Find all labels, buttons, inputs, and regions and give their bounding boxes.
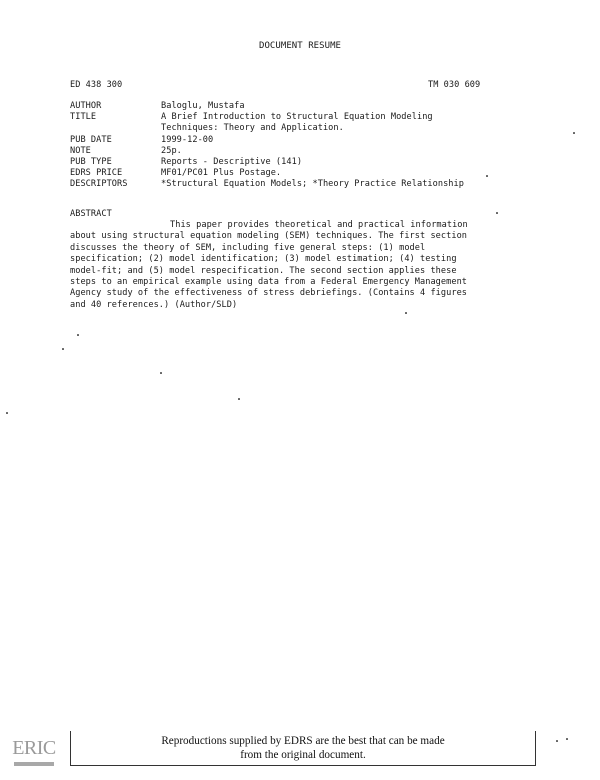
- meta-label: NOTE: [70, 145, 91, 156]
- scan-speck: [6, 412, 8, 414]
- abstract-line: and 40 references.) (Author/SLD): [70, 299, 238, 310]
- meta-label: PUB DATE: [70, 134, 112, 145]
- meta-label: AUTHOR: [70, 101, 102, 111]
- scan-speck: [62, 348, 64, 350]
- scan-speck: [496, 212, 498, 214]
- abstract-label: ABSTRACT: [70, 209, 112, 219]
- meta-row-title: [70, 112, 550, 123]
- meta-row-edrs-price: [70, 168, 550, 179]
- meta-value: 1999-12-00: [161, 134, 214, 145]
- meta-row-author: [70, 101, 550, 112]
- eric-logo: [12, 737, 56, 767]
- scan-speck: [573, 132, 575, 134]
- meta-label: DESCRIPTORS: [70, 179, 128, 190]
- metadata-block: [70, 101, 550, 191]
- scan-speck: [238, 398, 240, 400]
- abstract-line: This paper provides theoretical and practical information: [170, 220, 468, 230]
- scan-speck: [486, 175, 488, 177]
- meta-value: Baloglu, Mustafa: [161, 101, 245, 111]
- abstract-line: about using structural equation modeling (SEM) techniques. The first section: [70, 231, 468, 242]
- meta-row-descriptors: [70, 179, 550, 190]
- abstract-line: model-fit; and (5) model respecification. The second section applies these: [70, 265, 457, 276]
- footer-notice-text: [71, 734, 535, 762]
- meta-value: Techniques: Theory and Application.: [161, 123, 344, 134]
- abstract-line: Agency study of the effectiveness of stress debriefings. (Contains 4 figures: [70, 288, 468, 299]
- meta-value: Reports - Descriptive (141): [161, 156, 303, 167]
- scan-speck: [160, 372, 162, 374]
- ed-number: ED 438 300: [70, 80, 123, 90]
- meta-row-note: [70, 146, 550, 157]
- meta-label: TITLE: [70, 112, 97, 123]
- scan-speck: [77, 334, 79, 336]
- meta-value: *Structural Equation Models; *Theory Practice Relationship: [161, 179, 464, 190]
- meta-value: MF01/PC01 Plus Postage.: [161, 168, 282, 179]
- scan-speck: [566, 738, 568, 740]
- footer-line-2: from the original document.: [240, 749, 366, 761]
- meta-value: 25p.: [161, 145, 182, 156]
- scan-speck: [556, 740, 558, 742]
- abstract-line: specification; (2) model identification; (3) model estimation; (4) testing: [70, 254, 457, 265]
- eric-logo-bar: [14, 762, 54, 766]
- meta-row-pub-type: [70, 157, 550, 168]
- meta-row-pub-date: [70, 135, 550, 146]
- meta-value: A Brief Introduction to Structural Equation Modeling: [161, 112, 433, 123]
- meta-label: PUB TYPE: [70, 156, 112, 167]
- footer-line-1: Reproductions supplied by EDRS are the best that can be made: [161, 735, 445, 747]
- eric-logo-text: ERIC: [12, 737, 56, 759]
- tm-number: TM 030 609: [428, 80, 481, 90]
- abstract-line: steps to an empirical example using data from a Federal Emergency Management: [70, 276, 468, 287]
- abstract-line: discusses the theory of SEM, including five general steps: (1) model: [70, 242, 426, 253]
- meta-label: EDRS PRICE: [70, 168, 123, 179]
- document-title: DOCUMENT RESUME: [258, 41, 342, 51]
- footer-notice-box: [70, 731, 536, 766]
- scan-speck: [405, 312, 407, 314]
- meta-row-title-continued: [70, 123, 550, 134]
- abstract-body: [70, 220, 540, 311]
